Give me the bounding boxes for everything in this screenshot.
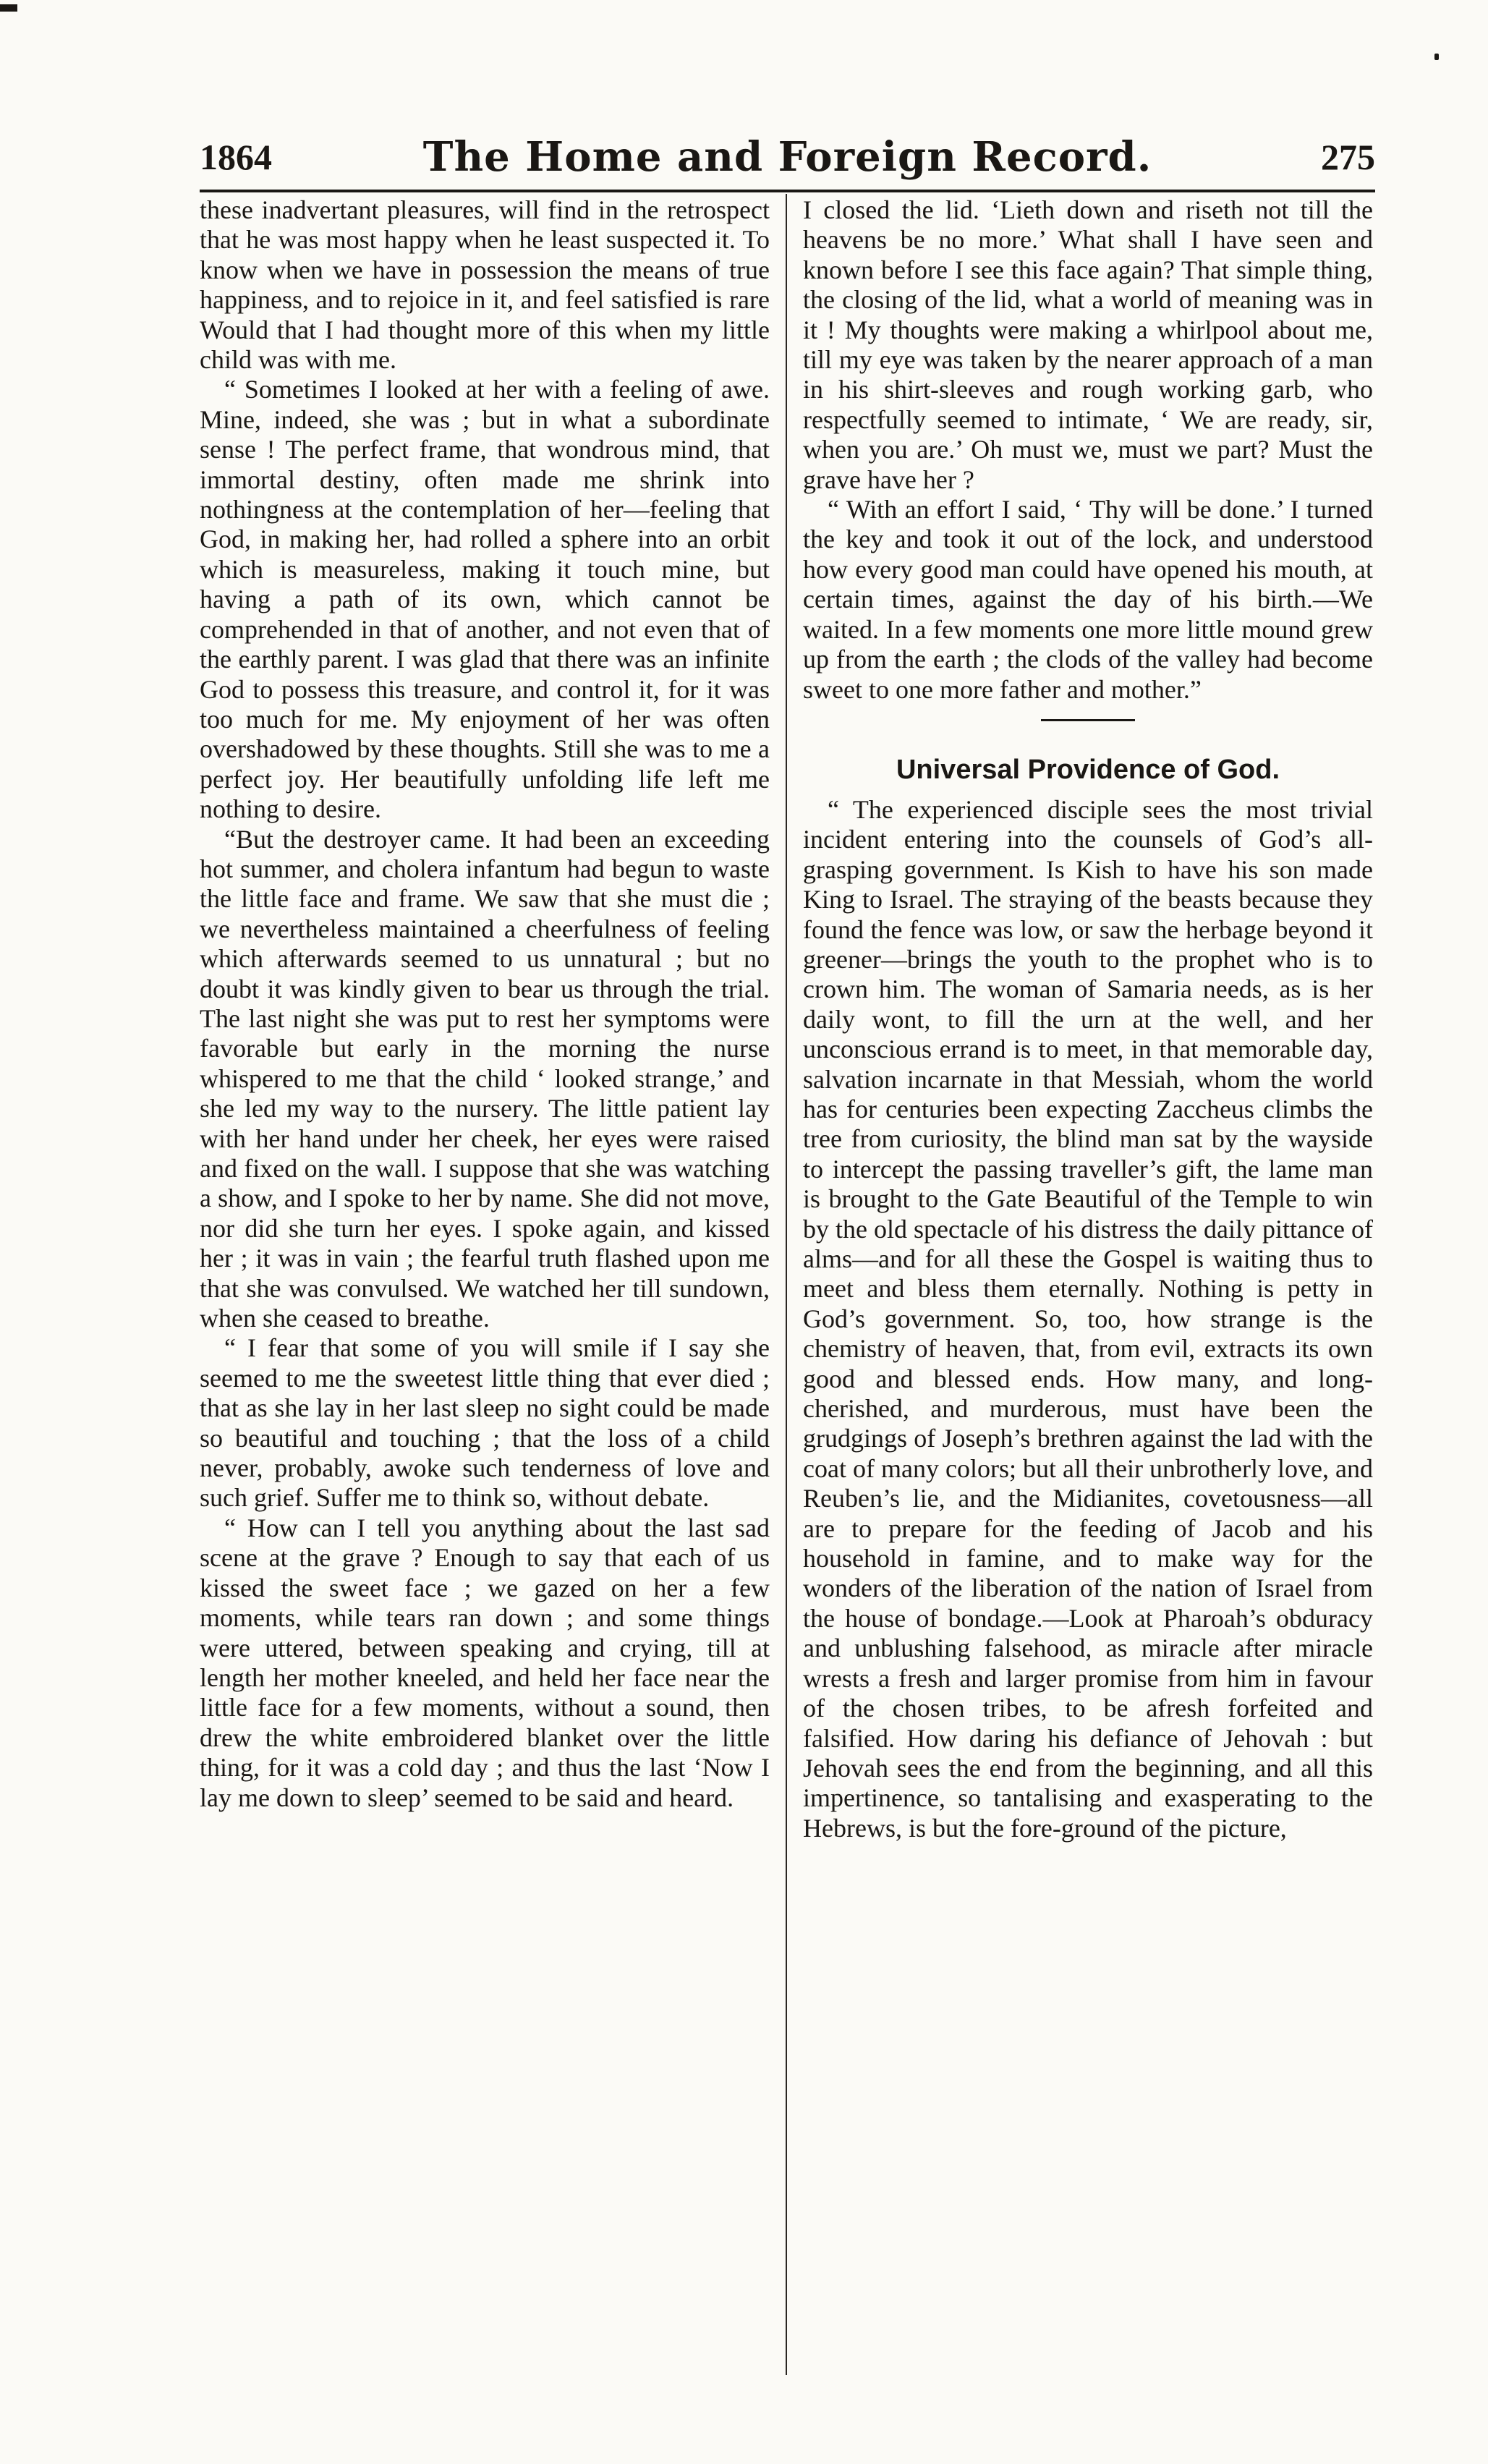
paragraph: “ How can I tell you anything about the last sad scene at the grave ? Enough to say that each of us kissed the sweet face ; we gazed on her a few moments, while tears ran down ; and some things were uttered, between speaking and crying, till at length her mother kneeled, and held her face near the little face for a few moments, without a sound, then drew the white embroidered blanket over the little thing, for it was a cold day ; and thus the last ‘Now I lay me down to sleep’ seemed to be said and heard. bbox=[200, 1513, 770, 1812]
page-number: 275 bbox=[1321, 137, 1375, 177]
paragraph: these inadvertant pleasures, will find in the retrospect that he was most happy when he least suspected it. To know when we have in possession the means of true happiness, and to rejoice in it, and feel satisfied is rare Would that I had thought more of this when my little child was with me. bbox=[200, 195, 770, 375]
paragraph: “ With an effort I said, ‘ Thy will be done.’ I turned the key and took it out of the lock, and understood how every good man could have opened his mouth, at certain times, against the day of his birth.—We waited. In a few moments one more little mound grew up from the earth ; the clods of the valley had become sweet to one more father and mother.” bbox=[803, 495, 1373, 704]
section-divider bbox=[1041, 719, 1135, 721]
journal-title: The Home and Foreign Record. bbox=[422, 133, 1152, 181]
paragraph: “ Sometimes I looked at her with a feeling of awe. Mine, indeed, she was ; but in what a subordinate sense ! The perfect frame, that wondrous mind, that immortal destiny, often made me shrink into nothingness at the contemplation of her—feeling that God, in making her, had rolled a sphere into an orbit which is measureless, making it touch mine, but having a path of its own, which cannot be comprehended in that of another, and not even that of the earthly parent. I was glad that there was an infinite God to possess this treasure, and control it, for it was too much for me. My enjoyment of her was often overshadowed by these thoughts. Still she was to me a perfect joy. Her beautifully unfolding life left me nothing to desire. bbox=[200, 375, 770, 824]
page-header bbox=[200, 129, 1375, 185]
section-heading: Universal Providence of God. bbox=[896, 754, 1280, 785]
page-corner-mark bbox=[0, 4, 17, 12]
header-rule bbox=[200, 190, 1375, 192]
header-year: 1864 bbox=[200, 137, 272, 177]
left-column bbox=[200, 195, 770, 2376]
right-column bbox=[803, 195, 1373, 2376]
paragraph: “ The experienced disciple sees the most trivial incident entering into the counsels of God’s all-grasping government. Is Kish to have his son made King to Israel. The straying of the beasts because they found the fence was low, or saw the herbage beyond it greener—brings the youth to the prophet who is to crown him. The woman of Samaria needs, as is her daily wont, to fill the urn at the well, and her unconscious errand is to meet, in that memorable day, salvation incarnate in that Messiah, whom the world has for centuries been expecting Zaccheus climbs the tree from curiosity, the blind man sat by the wayside to intercept the passing traveller’s gift, the lame man is brought to the Gate Beautiful of the Temple to win by the old spectacle of his distress the daily pittance of alms—and for all these the Gospel is waiting thus to meet and bless them eternally. Nothing is petty in God’s government. So, too, how strange is the chemistry of heaven, that, from evil, extracts its own good and blessed ends. How many, and long-cherished, and murderous, must have been the grudgings of Joseph’s brethren against the lad with the coat of many colors; but all their unbrotherly love, and Reuben’s lie, and the Midianites, covetousness—all are to prepare for the feeding of Jacob and his household in famine, and to make way for the wonders of the liberation of the nation of Israel from the house of bondage.—Look at Pharoah’s obduracy and unblushing falsehood, as miracle after miracle wrests a fresh and larger promise from him in favour of the chosen tribes, to be afresh forfeited and falsified. How daring his defiance of Jehovah : but Jehovah sees the end from the beginning, and all this impertinence, so tantalising and exasperating to the Hebrews, is but the fore-ground of the picture, bbox=[803, 794, 1373, 1843]
column-divider bbox=[786, 194, 787, 2375]
paragraph: I closed the lid. ‘Lieth down and riseth not till the heavens be no more.’ What shall I have seen and known before I see this face again? That simple thing, the closing of the lid, what a world of meaning was in it ! My thoughts were making a whirlpool about me, till my eye was taken by the nearer approach of a man in his shirt-sleeves and rough working garb, who respectfully seemed to intimate, ‘ We are ready, sir, when you are.’ Oh must we, must we part? Must the grave have her ? bbox=[803, 195, 1373, 494]
paragraph: “But the destroyer came. It had been an exceeding hot summer, and cholera infantum had begun to waste the little face and frame. We saw that she must die ; we nevertheless maintained a cheerfulness of feeling which afterwards seemed to us unnatural ; but no doubt it was kindly given to bear us through the trial. The last night she was put to rest her symptoms were favorable but early in the morning the nurse whispered to me that the child ‘ looked strange,’ and she led my way to the nursery. The little patient lay with her hand under her cheek, her eyes were raised and fixed on the wall. I suppose that she was watching a show, and I spoke to her by name. She did not move, nor did she turn her eyes. I spoke again, and kissed her ; it was in vain ; the fearful truth flashed upon me that she was convulsed. We watched her till sundown, when she ceased to breathe. bbox=[200, 824, 770, 1333]
paragraph: “ I fear that some of you will smile if I say she seemed to me the sweetest little thing that ever died ; that as she lay in her last sleep no sight could be made so beautiful and touching ; that the loss of a child never, probably, awoke such tenderness of love and such grief. Suffer me to think so, without debate. bbox=[200, 1333, 770, 1513]
page-speck bbox=[1434, 54, 1439, 60]
